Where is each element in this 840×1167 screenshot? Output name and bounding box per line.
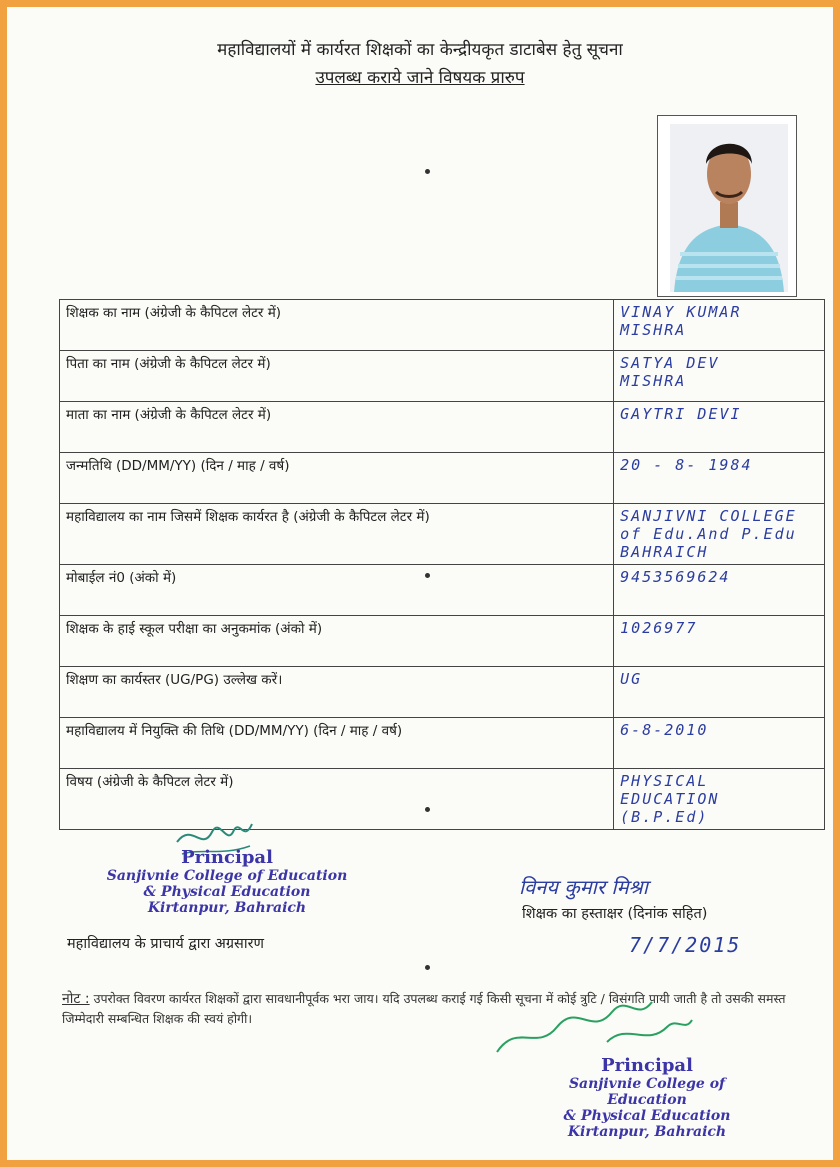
- stamp-heading: Principal: [601, 1055, 693, 1076]
- forwarding-label: महाविद्यालय के प्राचार्य द्वारा अग्रसारण: [67, 936, 265, 952]
- stamp-line: Kirtanpur, Bahraich: [147, 900, 307, 916]
- table-row: [60, 667, 825, 718]
- note-label: नोट :: [62, 991, 90, 1007]
- field-label: पिता का नाम (अंग्रेजी के कैपिटल लेटर में): [60, 351, 614, 402]
- teacher-signature: विनय कुमार मिश्रा: [519, 875, 648, 899]
- field-value: UG: [614, 667, 825, 718]
- field-value: GAYTRI DEVI: [614, 402, 825, 453]
- field-label: शिक्षक के हाई स्कूल परीक्षा का अनुकमांक (अंको में): [60, 616, 614, 667]
- field-label: मोबाईल नं0 (अंको में): [60, 565, 614, 616]
- table-row: [60, 402, 825, 453]
- stamp-line: Kirtanpur, Bahraich: [567, 1124, 727, 1140]
- punch-dot: [425, 807, 430, 812]
- stamp-line: & Physical Education: [563, 1108, 731, 1124]
- field-value: 6-8-2010: [614, 718, 825, 769]
- form-subtitle: उपलब्ध कराये जाने विषयक प्रारुप: [315, 68, 525, 88]
- signature-date: 7/7/2015: [629, 933, 742, 957]
- field-value: SATYA DEV MISHRA: [614, 351, 825, 402]
- field-value: 9453569624: [614, 565, 825, 616]
- note-text: उपरोक्त विवरण कार्यरत शिक्षकों द्वारा सावधानीपूर्वक भरा जाय। यदि उपलब्ध कराई गई किसी सूचना में कोई त्रुटि / विसंगति पायी जाती है तो उसकी समस्त जिम्मेदारी सम्बन्धित शिक्षक की स्वयं होगी।: [62, 991, 786, 1026]
- punch-dot: [425, 573, 430, 578]
- table-row: [60, 351, 825, 402]
- table-row: [60, 565, 825, 616]
- table-row: [60, 300, 825, 351]
- table-row: [60, 616, 825, 667]
- stamp-line: Sanjivnie College of Education: [106, 868, 348, 884]
- teacher-signature-label: शिक्षक का हस्ताक्षर (दिनांक सहित): [522, 906, 708, 922]
- field-value: VINAY KUMAR MISHRA: [614, 300, 825, 351]
- document-page: [7, 7, 833, 1160]
- field-label: महाविद्यालय में नियुक्ति की तिथि (DD/MM/YY) (दिन / माह / वर्ष): [60, 718, 614, 769]
- table-row: [60, 453, 825, 504]
- field-value: 20 - 8- 1984: [614, 453, 825, 504]
- passport-photo: [670, 124, 788, 292]
- punch-dot: [425, 169, 430, 174]
- field-label: जन्मतिथि (DD/MM/YY) (दिन / माह / वर्ष): [60, 453, 614, 504]
- field-label: शिक्षण का कार्यस्तर (UG/PG) उल्लेख करें।: [60, 667, 614, 718]
- field-label: माता का नाम (अंग्रेजी के कैपिटल लेटर में): [60, 402, 614, 453]
- field-value: 1026977: [614, 616, 825, 667]
- stamp-line: & Physical Education: [143, 884, 311, 900]
- principal-stamp-2: [527, 1055, 767, 1140]
- field-label: महाविद्यालय का नाम जिसमें शिक्षक कार्यरत है (अंग्रेजी के कैपिटल लेटर में): [60, 504, 614, 565]
- field-value: SANJIVNI COLLEGE of Edu.And P.Edu BAHRAICH: [614, 504, 825, 565]
- passport-photo-frame: [657, 115, 797, 297]
- stamp-line: Sanjivnie College of Education: [568, 1076, 726, 1108]
- punch-dot: [425, 965, 430, 970]
- teacher-details-table: [59, 299, 825, 830]
- field-label: शिक्षक का नाम (अंग्रेजी के कैपिटल लेटर में): [60, 300, 614, 351]
- principal-signature-2: [487, 982, 697, 1062]
- table-row: [60, 504, 825, 565]
- field-value: PHYSICAL EDUCATION (B.P.Ed): [614, 769, 825, 830]
- table-row: [60, 718, 825, 769]
- form-title: महाविद्यालयों में कार्यरत शिक्षकों का केन्द्रीयकृत डाटाबेस हेतु सूचना: [217, 40, 623, 60]
- principal-stamp-1: [102, 847, 352, 916]
- field-label: विषय (अंग्रेजी के कैपिटल लेटर में): [60, 769, 614, 830]
- stamp-heading: Principal: [181, 847, 273, 868]
